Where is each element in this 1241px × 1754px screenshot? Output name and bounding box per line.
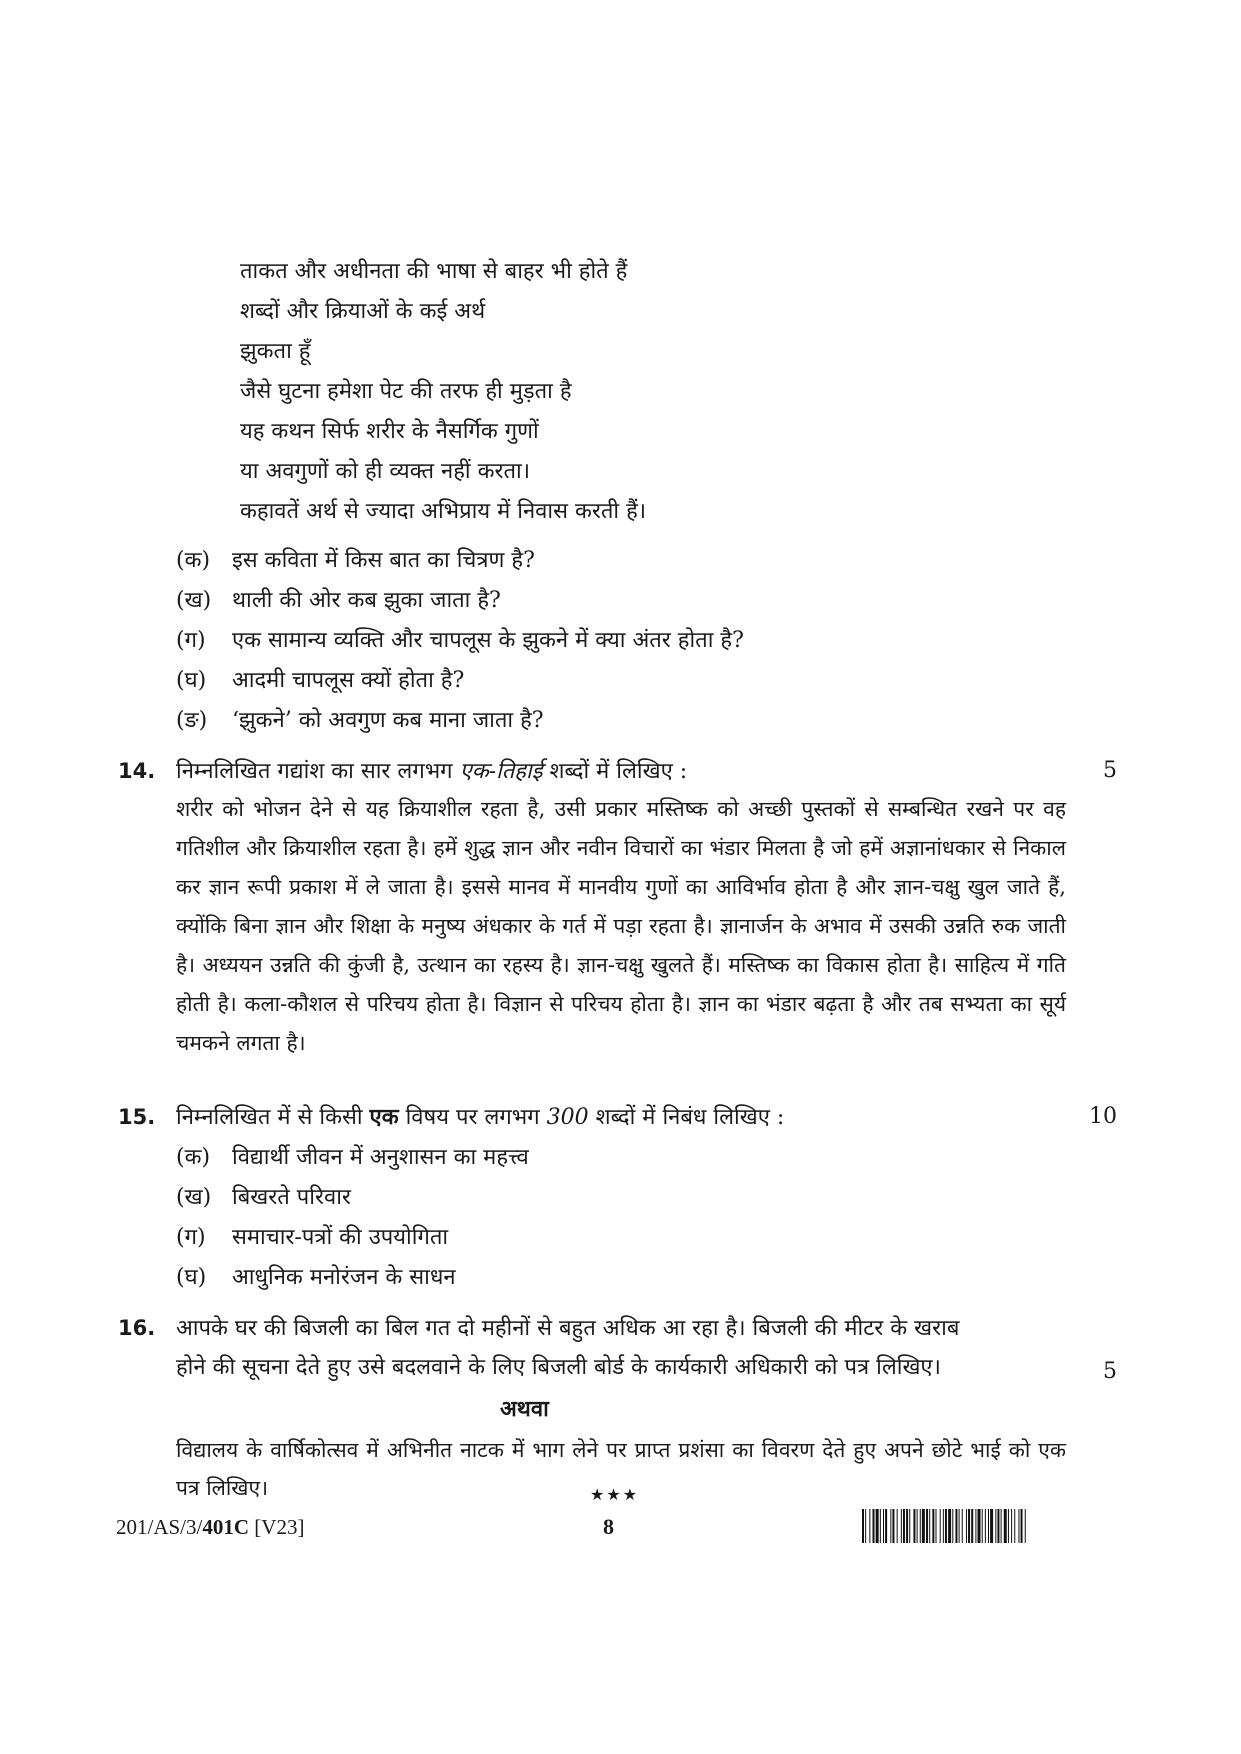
paper-code-prefix: 201/AS/3/: [116, 1515, 203, 1539]
barcode-bar: [885, 1509, 887, 1543]
barcode-bar: [1014, 1509, 1015, 1543]
barcode-bar: [913, 1509, 915, 1543]
barcode-bar: [1008, 1509, 1009, 1543]
question-14: [118, 756, 1118, 787]
subquestion-label: (क): [176, 548, 211, 573]
barcode-bar: [922, 1509, 925, 1543]
barcode-bar: [1025, 1509, 1026, 1543]
option-text: आधुनिक मनोरंजन के साधन: [232, 1265, 456, 1290]
essay-option: [176, 1223, 1076, 1253]
question-15: [118, 1102, 1118, 1133]
barcode-bar: [990, 1509, 993, 1543]
essay-option: [176, 1183, 1076, 1213]
option-label: (ख): [176, 1185, 212, 1210]
barcode-bar: [1004, 1509, 1007, 1543]
subquestion-text: इस कविता में किस बात का चित्रण है?: [232, 548, 535, 573]
option-label: (ग): [176, 1225, 206, 1250]
subquestion-text: ‘झुकने’ को अवगुण कब माना जाता है?: [232, 708, 544, 733]
alternative-question: विद्यालय के वार्षिकोत्सव में अभिनीत नाटक में भाग लेने पर प्राप्त प्रशंसा का विवरण देते हुए अपने छोटे भाई को एक पत्र लिखिए।: [176, 1438, 1066, 1500]
barcode-bar: [917, 1509, 918, 1543]
subquestion-text: थाली की ओर कब झुका जाता है?: [232, 588, 501, 613]
subquestion-text: आदमी चापलूस क्यों होता है?: [232, 668, 465, 693]
barcode-bar: [890, 1509, 891, 1543]
barcode-bar: [932, 1509, 934, 1543]
question-prompt: विषय पर लगभग: [398, 1105, 547, 1130]
barcode-bar: [909, 1509, 910, 1543]
poem-line: या अवगुणों को ही व्यक्त नहीं करता।: [240, 459, 531, 484]
question-16: [118, 1313, 1118, 1344]
subquestion-label: (ग): [176, 628, 206, 653]
question-16-line-2: होने की सूचना देते हुए उसे बदलवाने के लिए बिजली बोर्ड के कार्यकारी अधिकारी को पत्र लिखिए।: [176, 1355, 941, 1380]
barcode-bar: [966, 1509, 967, 1543]
barcode-bar: [876, 1509, 879, 1543]
barcode-bar: [943, 1509, 944, 1543]
marks: 5: [1103, 1359, 1117, 1384]
barcode-icon: [862, 1509, 1124, 1543]
barcode-bar: [945, 1509, 947, 1543]
option-text: समाचार-पत्रों की उपयोगिता: [232, 1225, 449, 1250]
poem-line: जैसे घुटना हमेशा पेट की तरफ ही मुड़ता है: [240, 379, 572, 404]
barcode-bar: [988, 1509, 989, 1543]
marks: 10: [1089, 1104, 1117, 1129]
barcode-bar: [971, 1509, 973, 1543]
barcode-bar: [978, 1509, 981, 1543]
or-label: अथवा: [500, 1396, 549, 1422]
barcode-bar: [926, 1509, 928, 1543]
question-prompt-bold: एक: [369, 1104, 399, 1130]
poem-line: झुकता हूँ: [240, 339, 311, 364]
barcode-bar: [892, 1509, 894, 1543]
subquestion-label: (ङ): [176, 708, 208, 733]
barcode-bar: [865, 1509, 866, 1543]
barcode-bar: [862, 1509, 864, 1543]
subquestion: [176, 586, 1076, 616]
paper-code-suffix: [V23]: [249, 1515, 305, 1539]
option-text: विद्यार्थी जीवन में अनुशासन का महत्त्व: [232, 1145, 529, 1170]
option-label: (घ): [176, 1265, 207, 1290]
barcode-bar: [869, 1509, 870, 1543]
poem-block: [240, 252, 1000, 532]
question-prompt-italic: एक-तिहाई: [459, 759, 543, 784]
question-prompt: शब्दों में लिखिए :: [542, 759, 688, 784]
poem-line: कहावतें अर्थ से ज्यादा अभिप्राय में निवास करती हैं।: [240, 499, 647, 524]
question-prompt: शब्दों में निबंध लिखिए :: [588, 1105, 785, 1130]
question-number: 15.: [118, 1105, 156, 1129]
barcode-bar: [903, 1509, 905, 1543]
question-prompt: निम्नलिखित में से किसी: [176, 1105, 370, 1130]
barcode-bar: [1018, 1509, 1019, 1543]
barcode-bar: [940, 1509, 941, 1543]
barcode-bar: [880, 1509, 881, 1543]
question-number: 14.: [118, 759, 156, 783]
option-text: बिखरते परिवार: [232, 1185, 351, 1210]
poem-line: शब्दों और क्रियाओं के कई अर्थ: [240, 299, 486, 324]
question-prompt: निम्नलिखित गद्यांश का सार लगभग: [176, 759, 460, 784]
subquestion-label: (घ): [176, 668, 207, 693]
barcode-bar: [1021, 1509, 1023, 1543]
barcode-bar: [901, 1509, 902, 1543]
barcode-bar: [959, 1509, 960, 1543]
essay-option: [176, 1143, 1076, 1173]
subquestion: [176, 706, 1076, 736]
barcode-bar: [883, 1509, 884, 1543]
barcode-bar: [995, 1509, 996, 1543]
essay-option: [176, 1263, 1076, 1293]
subquestion-text: एक सामान्य व्यक्ति और चापलूस के झुकने में क्या अंतर होता है?: [232, 628, 744, 653]
end-marker: ★★★: [590, 1485, 640, 1504]
barcode-bar: [968, 1509, 970, 1543]
barcode-bar: [985, 1509, 986, 1543]
barcode-bar: [929, 1509, 930, 1543]
paper-code-bold: 401C: [202, 1515, 250, 1539]
barcode-bar: [962, 1509, 963, 1543]
subquestion: [176, 666, 1076, 696]
poem-line: यह कथन सिर्फ शरीर के नैसर्गिक गुणों: [240, 419, 539, 444]
barcode-bar: [1011, 1509, 1012, 1543]
barcode-bar: [897, 1509, 898, 1543]
question-prompt-italic: 300: [546, 1105, 589, 1130]
question-prompt: आपके घर की बिजली का बिल गत दो महीनों से बहुत अधिक आ रहा है। बिजली की मीटर के खराब: [176, 1316, 960, 1341]
barcode-bar: [1001, 1509, 1002, 1543]
page-number: 8: [603, 1514, 614, 1539]
barcode-bar: [873, 1509, 875, 1543]
barcode-bar: [948, 1509, 951, 1543]
option-label: (क): [176, 1145, 211, 1170]
poem-line: ताकत और अधीनता की भाषा से बाहर भी होते हैं: [240, 259, 628, 284]
subquestion-label: (ख): [176, 588, 212, 613]
paper-code: [116, 1512, 304, 1542]
subquestion: [176, 546, 1076, 576]
barcode-bar: [936, 1509, 937, 1543]
barcode-bar: [975, 1509, 976, 1543]
barcode-bar: [997, 1509, 999, 1543]
barcode-bar: [952, 1509, 953, 1543]
barcode-bar: [920, 1509, 921, 1543]
barcode-bar: [906, 1509, 908, 1543]
barcode-bar: [982, 1509, 983, 1543]
marks: 5: [1103, 758, 1117, 783]
subquestion: [176, 626, 1076, 656]
barcode-bar: [955, 1509, 957, 1543]
passage: शरीर को भोजन देने से यह क्रियाशील रहता है, उसी प्रकार मस्तिष्क को अच्छी पुस्तकों से सम्बन्धित रखने पर वह गतिशील और क्रियाशील रहता है। हमें शुद्ध ज्ञान और नवीन विचारों का भंडार मिलता है जो हमें अज्ञानांधकार से निकाल कर ज्ञान रूपी प्रकाश में ले जाता है। इससे मानव में मानवीय गुणों का आविर्भाव होता है और ज्ञान-चक्षु खुल जाते हैं, क्योंकि बिना ज्ञान और शिक्षा के मनुष्य अंधकार के गर्त में पड़ा रहता है। ज्ञानार्जन के अभाव में उसकी उन्नति रुक जाती है। अध्ययन उन्नति की कुंजी है, उत्थान का रहस्य है। ज्ञान-चक्षु खुलते हैं। मस्तिष्क का विकास होता है। साहित्य में गति होती है। कला-कौशल से परिचय होता है। विज्ञान से परिचय होता है। ज्ञान का भंडार बढ़ता है और तब सभ्यता का सूर्य चमकने लगता है।: [176, 797, 1066, 1055]
question-number: 16.: [118, 1316, 156, 1340]
